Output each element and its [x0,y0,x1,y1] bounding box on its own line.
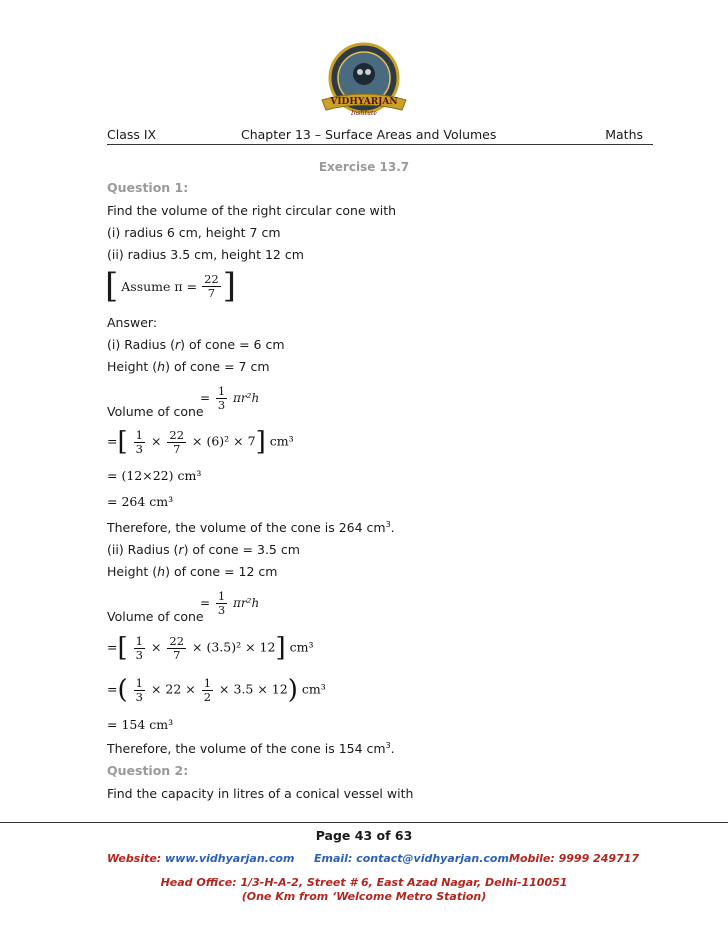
question-1-part-ii: (ii) radius 3.5 cm, height 12 cm [107,247,304,262]
answer-i-step-2: = (12×22) cm³ [107,468,202,483]
page-number: Page 43 of 63 [315,828,413,843]
exercise-title: Exercise 13.7 [318,160,410,174]
logo-subtext: Institute [351,110,377,117]
answer-i-step-3: = 264 cm³ [107,494,174,509]
answer-i-volume-label: Volume of cone [107,404,204,419]
institute-logo [314,42,414,120]
answer-label: Answer: [107,315,158,330]
answer-ii-height: Height (h) of cone = 12 cm [107,564,278,579]
answer-i-step-1: =[ $\frac{1}{3}$ × $\frac{22}{7}$ × (6)² × 7] cm³ [107,427,294,457]
footer-divider [0,822,728,823]
answer-ii-step-3: = 154 cm³ [107,717,174,732]
footer-head-office: Head Office: 1/3-H-A-2, Street # 6, East Azad Nagar, Delhi-110051 [160,876,568,889]
header-chapter: Chapter 13 – Surface Areas and Volumes [241,127,497,142]
answer-ii-formula: = $\frac{1}{3}$ πr²h [200,589,260,617]
question-2-title: Question 2: [107,763,189,778]
logo-text: VIDHYARJAN [330,97,398,107]
question-1-text: Find the volume of the right circular cone with [107,203,397,218]
footer-website[interactable]: Website: www.vidhyarjan.com [107,852,295,865]
answer-ii-volume-label: Volume of cone [107,609,204,624]
answer-ii-conclusion: Therefore, the volume of the cone is 154 $cm^3$. [107,740,395,756]
footer-mobile: Mobile: 9999 249717 [509,852,639,865]
answer-i-conclusion: Therefore, the volume of the cone is 264 $cm^3$. [107,519,395,535]
page-header [107,127,653,145]
answer-ii-step-1: =[ $\frac{1}{3}$ × $\frac{22}{7}$ × (3.5)² × 12] cm³ [107,633,314,663]
header-subject: Maths [605,127,643,142]
answer-i-formula: = $\frac{1}{3}$ πr²h [200,384,260,412]
question-1-part-i: (i) radius 6 cm, height 7 cm [107,225,281,240]
footer-email[interactable]: Email: contact@vidhyarjan.com [314,852,509,865]
assume-pi-note: [ Assume π = $\frac{22}{7}$ ] [105,266,236,306]
answer-i-radius: (i) Radius (r) of cone = 6 cm [107,337,285,352]
question-2-text: Find the capacity in litres of a conical vessel with [107,786,414,801]
header-class: Class IX [107,127,157,142]
answer-ii-step-2: =( $\frac{1}{3}$ × 22 × $\frac{1}{2}$ × 3.5 × 12) cm³ [107,675,326,705]
answer-i-height: Height (h) of cone = 7 cm [107,359,270,374]
question-1-title: Question 1: [107,180,189,195]
footer-landmark: (One Km from ‘Welcome Metro Station) [241,890,487,903]
answer-ii-radius: (ii) Radius (r) of cone = 3.5 cm [107,542,300,557]
